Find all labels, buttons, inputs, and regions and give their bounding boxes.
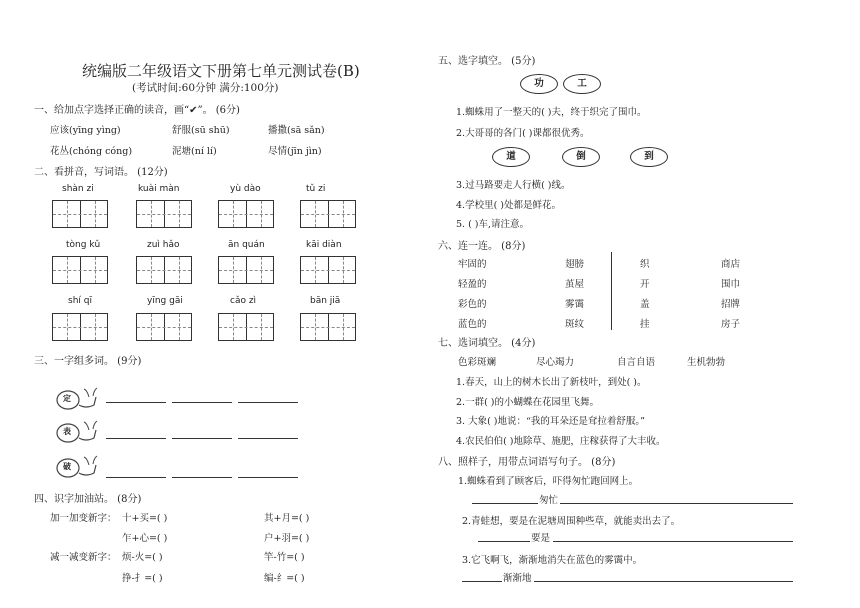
- section-7-heading: 七、选词填空。 (4分): [438, 338, 536, 349]
- divider: [611, 252, 612, 330]
- match-item[interactable]: 翅膀: [565, 259, 585, 270]
- page-subtitle: (考试时间:60分钟 满分:100分): [132, 82, 279, 94]
- match-item[interactable]: 围巾: [721, 279, 741, 290]
- writing-grid[interactable]: [136, 200, 192, 228]
- keyword: 要是: [531, 533, 551, 544]
- section-1-heading: 一、给加点字选择正确的读音，画“✔”。 (6分): [34, 105, 240, 116]
- pinyin-label: kāi diàn: [306, 240, 342, 250]
- s4-item: 挣-扌=( ): [122, 573, 163, 584]
- choice-oval: 工: [563, 74, 601, 94]
- s4-item: 编-纟=( ): [264, 573, 305, 584]
- s4-item: 烦-火=( ): [122, 552, 163, 563]
- s1-item: 应该(yīng yìng): [50, 125, 121, 136]
- section-5-heading: 五、选字填空。 (5分): [438, 56, 536, 67]
- example-sentence: 1.蜘蛛看到了顾客后，吓得匆忙跑回网上。: [458, 476, 639, 487]
- writing-grid[interactable]: [218, 256, 274, 284]
- match-item[interactable]: 盖: [640, 299, 650, 310]
- s4-item: 竿-竹=( ): [264, 552, 305, 563]
- example-sentence: 3.它飞啊飞，渐渐地消失在蓝色的雾霭中。: [462, 555, 643, 566]
- snail-char: 破: [63, 461, 71, 471]
- match-item[interactable]: 轻盈的: [458, 279, 487, 290]
- pinyin-label: ān quán: [228, 240, 265, 250]
- writing-grid[interactable]: [218, 200, 274, 228]
- sub-label: 减一减变新字：: [50, 552, 117, 563]
- snail-icon: [54, 387, 100, 413]
- answer-line[interactable]: [172, 477, 232, 478]
- keyword: 渐渐地: [503, 573, 532, 584]
- answer-line[interactable]: [238, 402, 298, 403]
- section-3-heading: 三、一字组多词。 (9分): [34, 356, 142, 367]
- match-item[interactable]: 彩色的: [458, 299, 487, 310]
- match-item[interactable]: 蓝色的: [458, 319, 487, 330]
- snail-icon: [54, 455, 100, 481]
- match-item[interactable]: 雾霭: [565, 299, 585, 310]
- s4-item: 十+买=( ): [122, 513, 168, 524]
- pinyin-label: shàn zi: [62, 184, 94, 194]
- pinyin-label: yù dào: [230, 184, 261, 194]
- writing-grid[interactable]: [52, 256, 108, 284]
- pinyin-label: tòng kǔ: [66, 240, 101, 250]
- s1-item: 尽情(jīn jìn): [268, 146, 322, 157]
- pinyin-label: shí qī: [68, 296, 92, 306]
- writing-grid[interactable]: [300, 313, 356, 341]
- section-2-heading: 二、看拼音，写词语。 (12分): [34, 167, 168, 178]
- match-item[interactable]: 商店: [721, 259, 741, 270]
- pinyin-label: kuài màn: [138, 184, 180, 194]
- match-item[interactable]: 挂: [640, 319, 650, 330]
- writing-grid[interactable]: [136, 256, 192, 284]
- answer-line[interactable]: [560, 503, 793, 504]
- match-item[interactable]: 开: [640, 279, 650, 290]
- s4-item: 户+羽=( ): [264, 533, 310, 544]
- answer-line[interactable]: [534, 581, 793, 582]
- s5-line: 3.过马路要走人行横( )线。: [456, 180, 571, 191]
- s1-item: 舒服(sū shū): [172, 125, 230, 136]
- word-choice: 尽心竭力: [536, 357, 575, 368]
- writing-grid[interactable]: [52, 313, 108, 341]
- match-item[interactable]: 招牌: [721, 299, 741, 310]
- s5-line: 1.蜘蛛用了一整天的( )夫，终于织完了围巾。: [456, 107, 647, 118]
- writing-grid[interactable]: [300, 256, 356, 284]
- answer-line[interactable]: [106, 438, 166, 439]
- word-choice: 自言自语: [617, 357, 656, 368]
- pinyin-label: bān jiā: [310, 296, 341, 306]
- s1-item: 播撒(sā sǎn): [268, 125, 325, 136]
- s1-item: 花丛(chóng cóng): [50, 146, 133, 157]
- match-item[interactable]: 牢固的: [458, 259, 487, 270]
- writing-grid[interactable]: [52, 200, 108, 228]
- answer-line[interactable]: [238, 438, 298, 439]
- answer-line[interactable]: [238, 477, 298, 478]
- writing-grid[interactable]: [136, 313, 192, 341]
- answer-line[interactable]: [553, 541, 793, 542]
- answer-line[interactable]: [472, 503, 538, 504]
- s7-line: 4.农民伯伯( )地除草、施肥，庄稼获得了大丰收。: [456, 436, 666, 447]
- pinyin-label: tǔ zi: [306, 184, 326, 194]
- match-item[interactable]: 斑纹: [565, 319, 585, 330]
- match-item[interactable]: 茧屋: [565, 279, 585, 290]
- answer-line[interactable]: [172, 402, 232, 403]
- add-label: 加一加变新字：: [50, 513, 117, 524]
- example-sentence: 2.青蛙想，要是在泥塘周围种些草，就能卖出去了。: [462, 516, 681, 527]
- s7-line: 2.一群( )的小蝴蝶在花园里飞舞。: [456, 397, 599, 408]
- answer-line[interactable]: [462, 581, 502, 582]
- match-item[interactable]: 织: [640, 259, 650, 270]
- snail-icon: [54, 420, 100, 446]
- pinyin-label: zuì hǎo: [147, 240, 180, 250]
- choice-oval: 到: [630, 147, 668, 167]
- snail-char: 表: [63, 426, 71, 436]
- pinyin-label: yīng gāi: [147, 296, 183, 306]
- writing-grid[interactable]: [300, 200, 356, 228]
- answer-line[interactable]: [106, 477, 166, 478]
- answer-line[interactable]: [106, 402, 166, 403]
- answer-line[interactable]: [172, 438, 232, 439]
- choice-oval: 道: [492, 147, 530, 167]
- s5-line: 2.大哥哥的各门( )课都很优秀。: [456, 128, 590, 139]
- s7-line: 3. 大象( )地说：“我的耳朵还是耷拉着舒服。”: [456, 416, 645, 427]
- match-item[interactable]: 房子: [721, 319, 741, 330]
- section-8-heading: 八、照样子，用带点词语写句子。 (8分): [438, 457, 616, 468]
- pinyin-label: cǎo zì: [230, 296, 257, 306]
- s5-line: 5. ( )车,请注意。: [456, 219, 530, 230]
- snail-char: 定: [63, 393, 71, 403]
- section-6-heading: 六、连一连。 (8分): [438, 241, 526, 252]
- choice-oval: 功: [520, 74, 558, 94]
- writing-grid[interactable]: [218, 313, 274, 341]
- word-choice: 色彩斑斓: [458, 357, 497, 368]
- s1-item: 泥塘(ní lí): [172, 146, 217, 157]
- page-title: 统编版二年级语文下册第七单元测试卷(B): [82, 62, 360, 80]
- s5-line: 4.学校里( )处都是鲜花。: [456, 200, 561, 211]
- choice-oval: 倒: [562, 147, 600, 167]
- keyword: 匆忙: [539, 495, 559, 506]
- answer-line[interactable]: [478, 541, 530, 542]
- s4-item: 乍+心=( ): [122, 533, 168, 544]
- word-choice: 生机勃勃: [687, 357, 726, 368]
- s4-item: 其+月=( ): [264, 513, 310, 524]
- section-4-heading: 四、识字加油站。 (8分): [34, 494, 142, 505]
- s7-line: 1.春天，山上的树木长出了新枝叶，到处( )。: [456, 377, 647, 388]
